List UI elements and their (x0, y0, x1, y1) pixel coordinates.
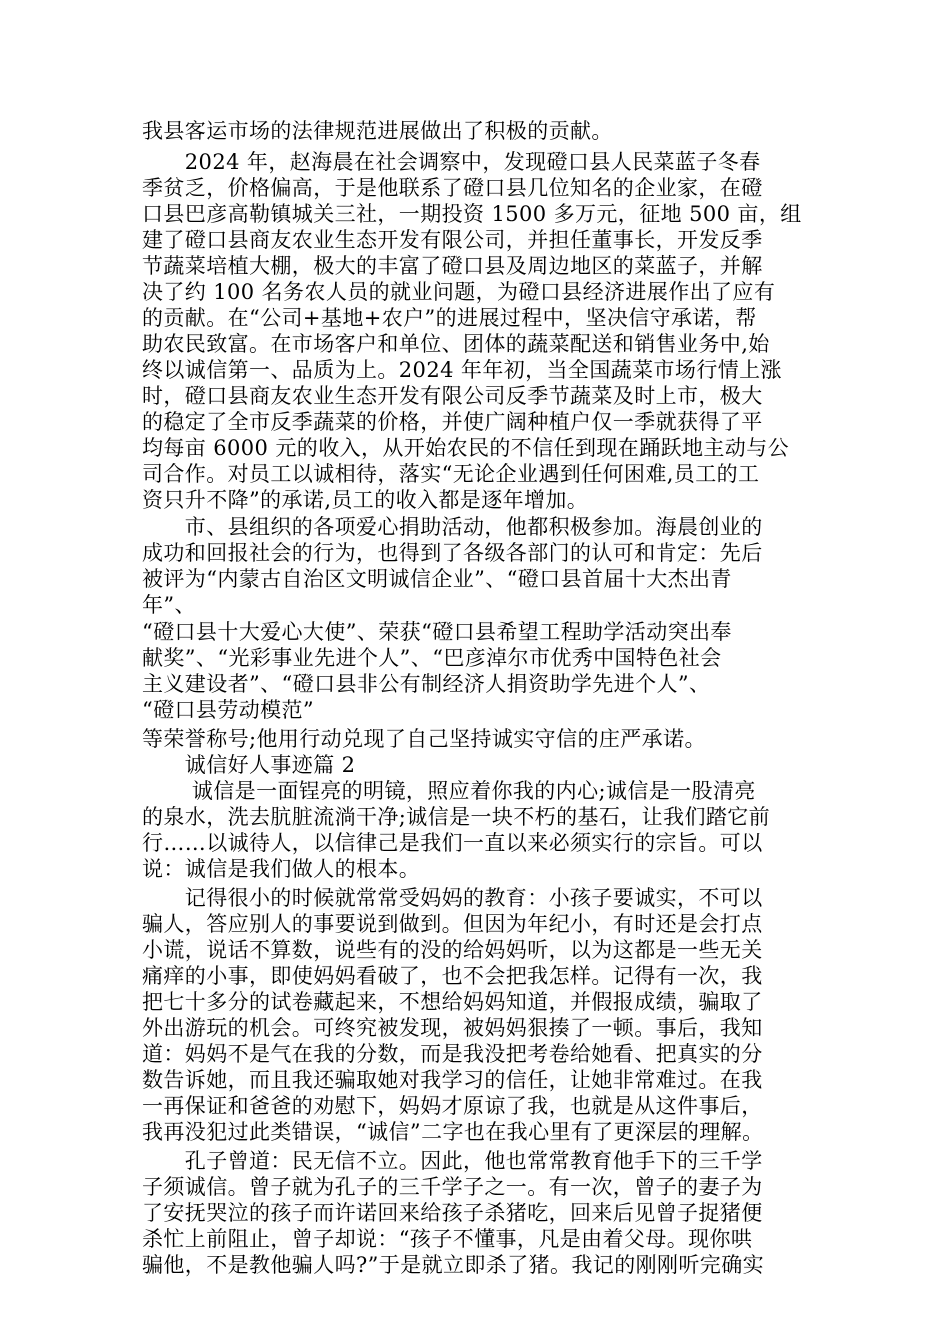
text-line: 道：妈妈不是气在我的分数，而是我没把考卷给她看、把真实的分 (142, 1042, 763, 1066)
text-line: 成功和回报社会的行为，也得到了各级各部门的认可和肯定：先后 (142, 541, 763, 565)
text-line: 建了磴口县商友农业生态开发有限公司，并担任董事长，开发反季 (142, 228, 763, 252)
text-line: 市、县组织的各项爱心捐助活动，他都积极参加。海晨创业的 (142, 515, 763, 539)
text-line: 诚信好人事迹篇 2 (142, 753, 356, 777)
text-line: 孔子曾道：民无信不立。因此，他也常常教育他手下的三千学 (142, 1149, 763, 1173)
text-line: 被评为“内蒙古自治区文明诚信企业”、“磴口县首届十大杰出青 (142, 567, 732, 591)
text-line: 的稳定了全市反季蔬菜的价格，并使广阔种植户仅一季就获得了平 (142, 410, 763, 434)
text-line: 助农民致富。在市场客户和单位、团体的蔬菜配送和销售业务中,始 (142, 332, 770, 356)
text-line: 口县巴彦高勒镇城关三社，一期投资 1500 多万元，征地 500 亩，组 (142, 202, 802, 226)
text-line: 小谎，说话不算数，说些有的没的给妈妈听，以为这都是一些无关 (142, 938, 763, 962)
text-line: 数告诉她，而且我还骗取她对我学习的信任，让她非常难过。在我 (142, 1068, 763, 1092)
text-line: 的贡献。在“公司+基地+农户”的进展过程中，坚决信守承诺，帮 (142, 306, 757, 330)
text-line: 资只升不降”的承诺,员工的收入都是逐年增加。 (142, 488, 589, 512)
text-line: 了安抚哭泣的孩子而许诺回来给孩子杀猪吃，回来后见曾子捉猪便 (142, 1201, 763, 1225)
text-line: 子须诚信。曾子就为孔子的三千学子之一。有一次，曾子的妻子为 (142, 1175, 763, 1199)
text-line: 行……以诚待人，以信律己是我们一直以来必须实行的宗旨。可以 (142, 831, 763, 855)
text-line: 献奖”、“光彩事业先进个人”、“巴彦淖尔市优秀中国特色社会 (142, 646, 722, 670)
text-line: 时，磴口县商友农业生态开发有限公司反季节蔬菜及时上市，极大 (142, 384, 763, 408)
text-line: 的泉水，洗去肮脏流淌干净;诚信是一块不朽的基石，让我们踏它前 (142, 805, 771, 829)
text-line: 我再没犯过此类错误，“诚信”二字也在我心里有了更深层的理解。 (142, 1120, 764, 1144)
text-line: “磴口县十大爱心大使”、荣获“磴口县希望工程助学活动突出奉 (142, 620, 732, 644)
text-line: 说：诚信是我们做人的根本。 (142, 857, 421, 881)
text-line: 司合作。对员工以诚相待，落实“无论企业遇到任何困难,员工的工 (142, 462, 760, 486)
text-line: 我县客运市场的法律规范进展做出了积极的贡献。 (142, 119, 613, 143)
text-line: 痛痒的小事，即使妈妈看破了，也不会把我怎样。记得有一次，我 (142, 964, 763, 988)
text-line: 外出游玩的机会。可终究被发现，被妈妈狠揍了一顿。事后，我知 (142, 1016, 763, 1040)
text-line: 2024 年，赵海晨在社会调察中，发现磴口县人民菜蓝子冬春 (142, 150, 761, 174)
text-line: 等荣誉称号;他用行动兑现了自己坚持诚实守信的庄严承诺。 (142, 727, 706, 751)
text-line: 节蔬菜培植大棚，极大的丰富了磴口县及周边地区的菜蓝子，并解 (142, 254, 763, 278)
text-line: 一再保证和爸爸的劝慰下，妈妈才原谅了我，也就是从这件事后， (142, 1094, 763, 1118)
text-line: 终以诚信第一、品质为上。2024 年年初，当全国蔬菜市场行情上涨 (142, 358, 782, 382)
text-line: 决了约 100 名务农人员的就业问题，为磴口县经济进展作出了应有 (142, 280, 776, 304)
text-line: 杀忙上前阻止，曾子却说：“孩子不懂事，凡是由着父母。现你哄 (142, 1227, 753, 1251)
text-line: 记得很小的时候就常常受妈妈的教育：小孩子要诚实，不可以 (142, 886, 763, 910)
text-line: 把七十多分的试卷藏起来，不想给妈妈知道，并假报成绩，骗取了 (142, 990, 763, 1014)
text-line: 季贫乏，价格偏高，于是他联系了磴口县几位知名的企业家，在磴 (142, 176, 763, 200)
text-line: 骗他，不是教他骗人吗?”于是就立即杀了猪。我记的刚刚听完确实 (142, 1253, 764, 1277)
text-line: 年”、 (142, 593, 196, 617)
text-line: 骗人，答应别人的事要说到做到。但因为年纪小，有时还是会打点 (142, 912, 763, 936)
text-line: “磴口县劳动模范” (142, 698, 315, 722)
text-line: 诚信是一面锃亮的明镜，照应着你我的内心;诚信是一股清亮 (142, 779, 756, 803)
text-line: 均每亩 6000 元的收入，从开始农民的不信任到现在踊跃地主动与公 (142, 436, 789, 460)
text-line: 主义建设者”、“磴口县非公有制经济人捐资助学先进个人”、 (142, 672, 711, 696)
